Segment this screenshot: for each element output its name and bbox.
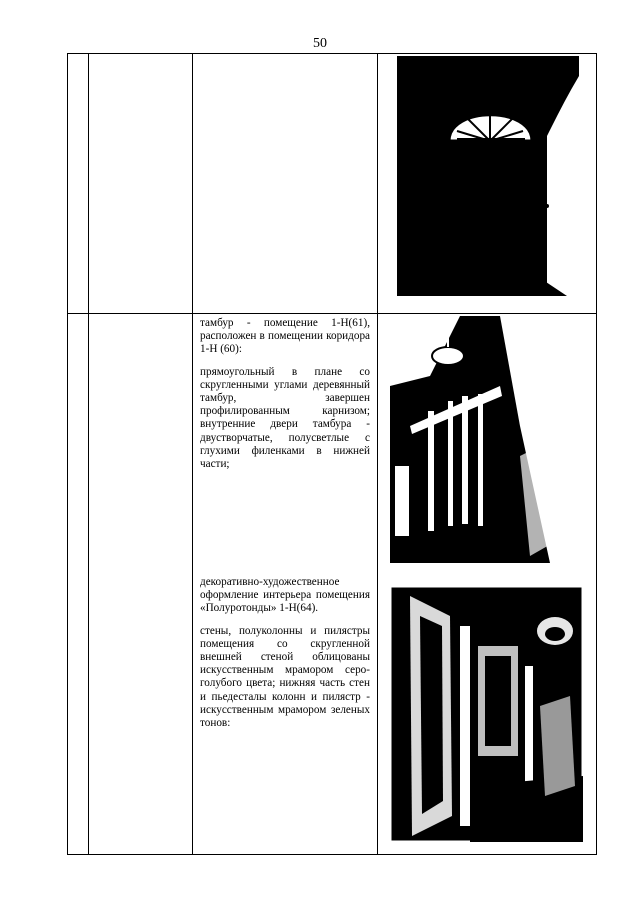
page-number: 50 <box>313 36 327 51</box>
column-divider <box>88 54 89 854</box>
vestibule-photo <box>390 316 580 563</box>
column-divider <box>377 54 378 854</box>
row2-description <box>200 317 370 480</box>
rotunda-photo <box>390 586 583 842</box>
row-divider <box>68 313 596 314</box>
paragraph: прямоугольный в плане со скругленными углами деревянный тамбур, завершен профилированным карнизом; внутренние двери тамбура - двустворчатые, полусветлые с глухими филенками в нижней части; <box>200 365 370 471</box>
paragraph: стены, полуколонны и пилястры помещения со скругленной внешней стеной облицованы искусственным мрамором серо-голубого цвета; нижняя часть стен и пьедесталы колонн и пилястр - искусственным мрамором зеленых тонов: <box>200 624 370 730</box>
doorway-photo <box>397 56 579 296</box>
column-divider <box>192 54 193 854</box>
row3-description <box>200 576 370 739</box>
paragraph: тамбур - помещение 1-Н(61), расположен в помещении коридора 1-Н (60): <box>200 317 370 356</box>
description-table <box>67 53 597 855</box>
paragraph: декоративно-художественное оформление интерьера помещения «Полуротонды» 1-Н(64). <box>200 576 370 615</box>
